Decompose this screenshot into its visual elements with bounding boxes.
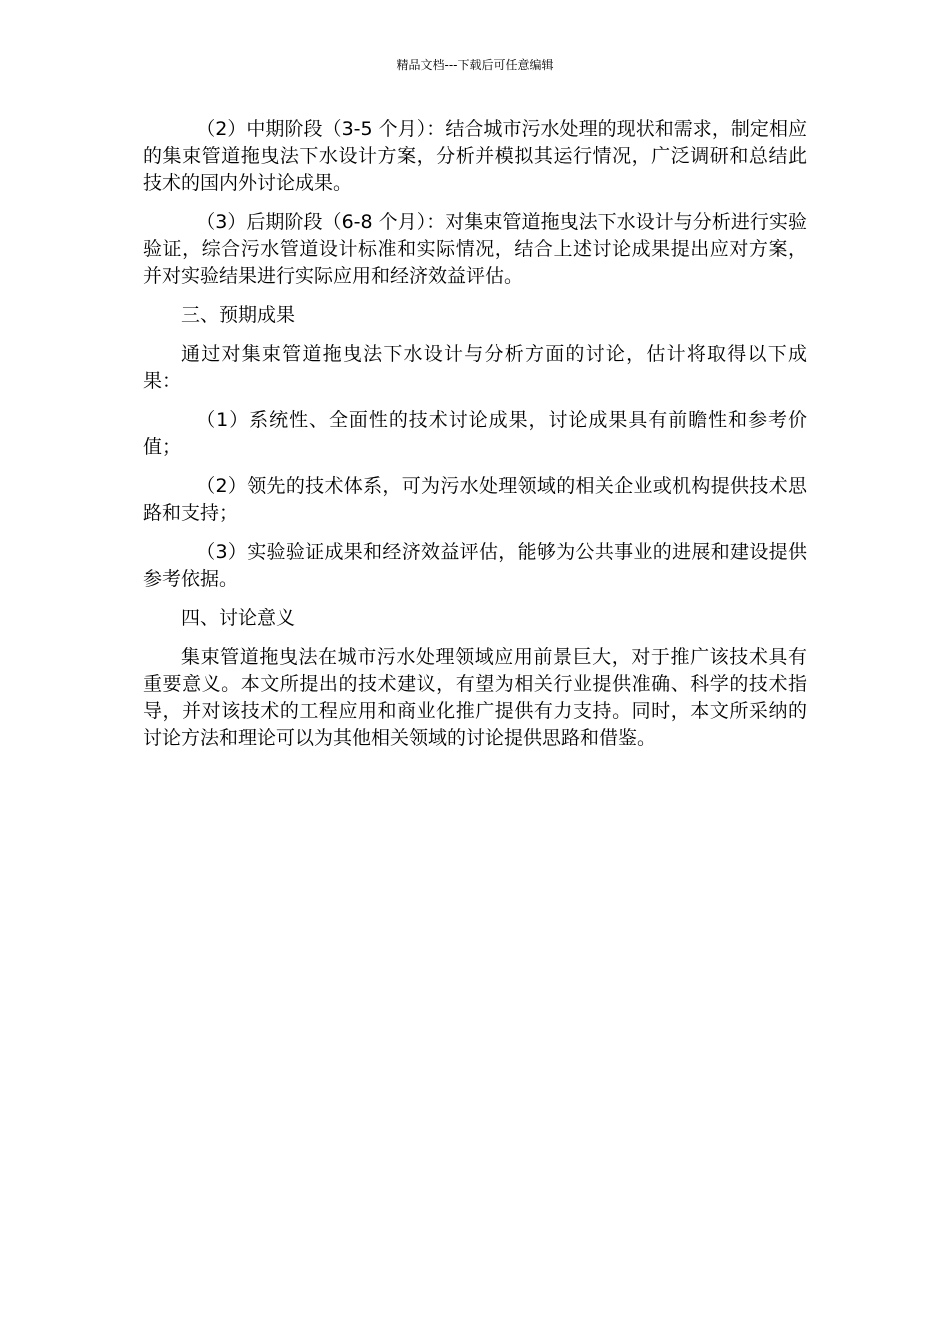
section-heading-expected-results: 三、预期成果 (181, 304, 296, 326)
list-item-result-2: （2）领先的技术体系，可为污水处理领域的相关企业或机构提供技术思路和支持； (143, 475, 807, 524)
document-body (143, 116, 807, 764)
paragraph-late-phase: （3）后期阶段（6-8 个月）：对集束管道拖曳法下水设计与分析进行实验验证，综合污水管道设计标准和实际情况，结合上述讨论成果提出应对方案，并对实验结果进行实际应用和经济效益评估。 (143, 211, 807, 287)
list-item-result-1: （1）系统性、全面性的技术讨论成果，讨论成果具有前瞻性和参考价值； (143, 409, 807, 458)
section-heading-significance: 四、讨论意义 (181, 607, 296, 629)
paragraph-significance: 集束管道拖曳法在城市污水处理领域应用前景巨大，对于推广该技术具有重要意义。本文所提出的技术建议，有望为相关行业提供准确、科学的技术指导，并对该技术的工程应用和商业化推广提供有力支持。同时，本文所采纳的讨论方法和理论可以为其他相关领域的讨论提供思路和借鉴。 (143, 646, 807, 749)
paragraph-midterm-phase: （2）中期阶段（3-5 个月）：结合城市污水处理的现状和需求，制定相应的集束管道拖曳法下水设计方案，分析并模拟其运行情况，广泛调研和总结此技术的国内外讨论成果。 (143, 118, 807, 194)
page-header: 精品文档---下载后可任意编辑 (396, 58, 554, 72)
paragraph-results-intro: 通过对集束管道拖曳法下水设计与分析方面的讨论，估计将取得以下成果： (143, 343, 807, 392)
list-item-result-3: （3）实验验证成果和经济效益评估，能够为公共事业的进展和建设提供参考依据。 (143, 541, 807, 590)
